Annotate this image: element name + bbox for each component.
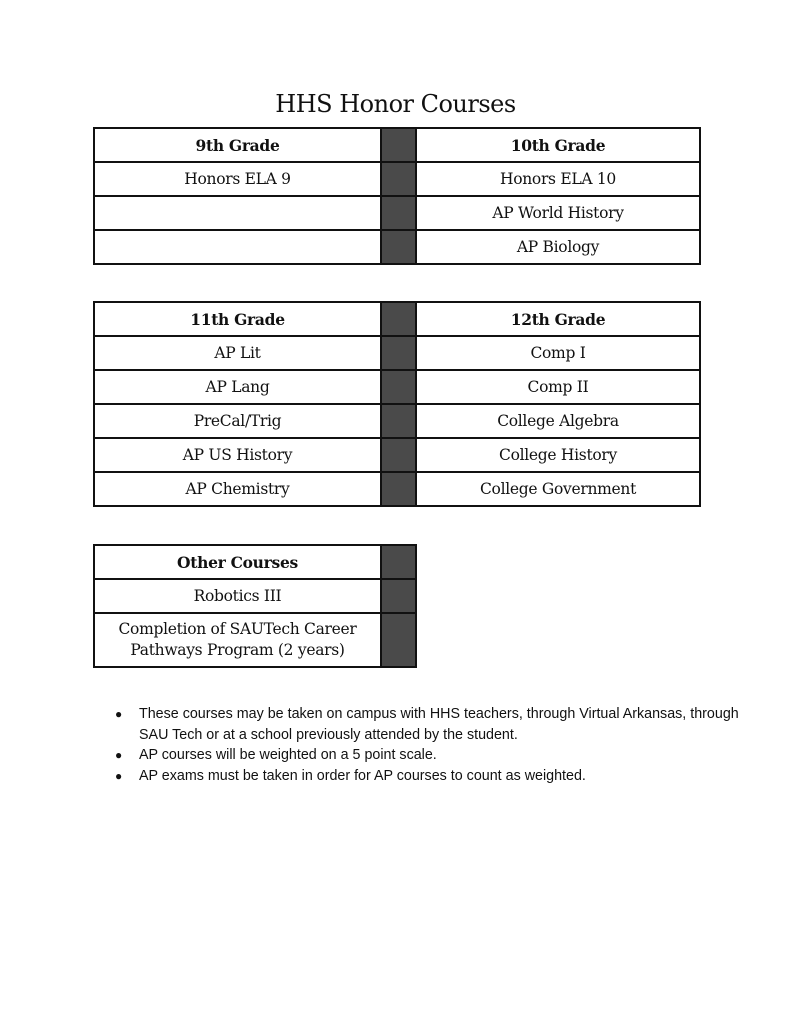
divider-cell: [381, 370, 416, 404]
divider-cell: [381, 472, 416, 506]
bullet-icon: ●: [115, 748, 123, 762]
header-other-courses: Other Courses: [94, 545, 381, 579]
table-row: [94, 613, 416, 667]
divider-cell: [381, 128, 416, 162]
table-row: [94, 404, 700, 438]
course-cell: AP Biology: [416, 230, 700, 264]
table-row: [94, 336, 700, 370]
course-cell: Completion of SAUTech Career Pathways Program (2 years): [94, 613, 381, 667]
course-cell: AP Lang: [94, 370, 381, 404]
course-cell: College Algebra: [416, 404, 700, 438]
table-row: [94, 162, 700, 196]
note-text: AP courses will be weighted on a 5 point scale.: [139, 747, 437, 763]
table-row: [94, 370, 700, 404]
table-header-row: [94, 302, 700, 336]
course-cell: College Government: [416, 472, 700, 506]
notes-list: [115, 704, 739, 786]
course-cell: [94, 196, 381, 230]
grades-11-12-table: [93, 301, 701, 507]
table-header-row: [94, 545, 416, 579]
divider-cell: [381, 302, 416, 336]
course-cell: PreCal/Trig: [94, 404, 381, 438]
table-row: [94, 230, 700, 264]
divider-cell: [381, 230, 416, 264]
other-courses-table: [93, 544, 417, 668]
table-row: [94, 438, 700, 472]
divider-cell: [381, 162, 416, 196]
bullet-icon: ●: [115, 768, 123, 783]
table-row: [94, 472, 700, 506]
divider-cell: [381, 336, 416, 370]
divider-cell: [381, 196, 416, 230]
course-cell: AP US History: [94, 438, 381, 472]
header-10th-grade: 10th Grade: [416, 128, 700, 162]
header-12th-grade: 12th Grade: [416, 302, 700, 336]
course-cell: AP World History: [416, 196, 700, 230]
course-cell: College History: [416, 438, 700, 472]
grades-9-10-table: [93, 127, 701, 265]
table-row: [94, 196, 700, 230]
divider-cell: [381, 404, 416, 438]
bullet-icon: ●: [115, 707, 123, 721]
course-cell: Honors ELA 10: [416, 162, 700, 196]
course-cell: [94, 230, 381, 264]
table-header-row: [94, 128, 700, 162]
header-9th-grade: 9th Grade: [94, 128, 381, 162]
table-row: [94, 579, 416, 613]
note-text: These courses may be taken on campus with HHS teachers, through Virtual Arkansas, through SAU Tech or at a school previously attended by the student.: [139, 706, 739, 743]
note-text: AP exams must be taken in order for AP courses to count as weighted.: [139, 767, 586, 784]
course-cell: AP Chemistry: [94, 472, 381, 506]
list-item: [115, 766, 739, 787]
list-item: [115, 745, 739, 766]
course-cell: AP Lit: [94, 336, 381, 370]
divider-cell: [381, 579, 416, 613]
list-item: [115, 704, 739, 745]
divider-cell: [381, 545, 416, 579]
course-cell: Honors ELA 9: [94, 162, 381, 196]
divider-cell: [381, 613, 416, 667]
divider-cell: [381, 438, 416, 472]
page-title: HHS Honor Courses: [275, 90, 516, 118]
course-cell: Robotics III: [94, 579, 381, 613]
course-cell: Comp II: [416, 370, 700, 404]
header-11th-grade: 11th Grade: [94, 302, 381, 336]
course-cell: Comp I: [416, 336, 700, 370]
